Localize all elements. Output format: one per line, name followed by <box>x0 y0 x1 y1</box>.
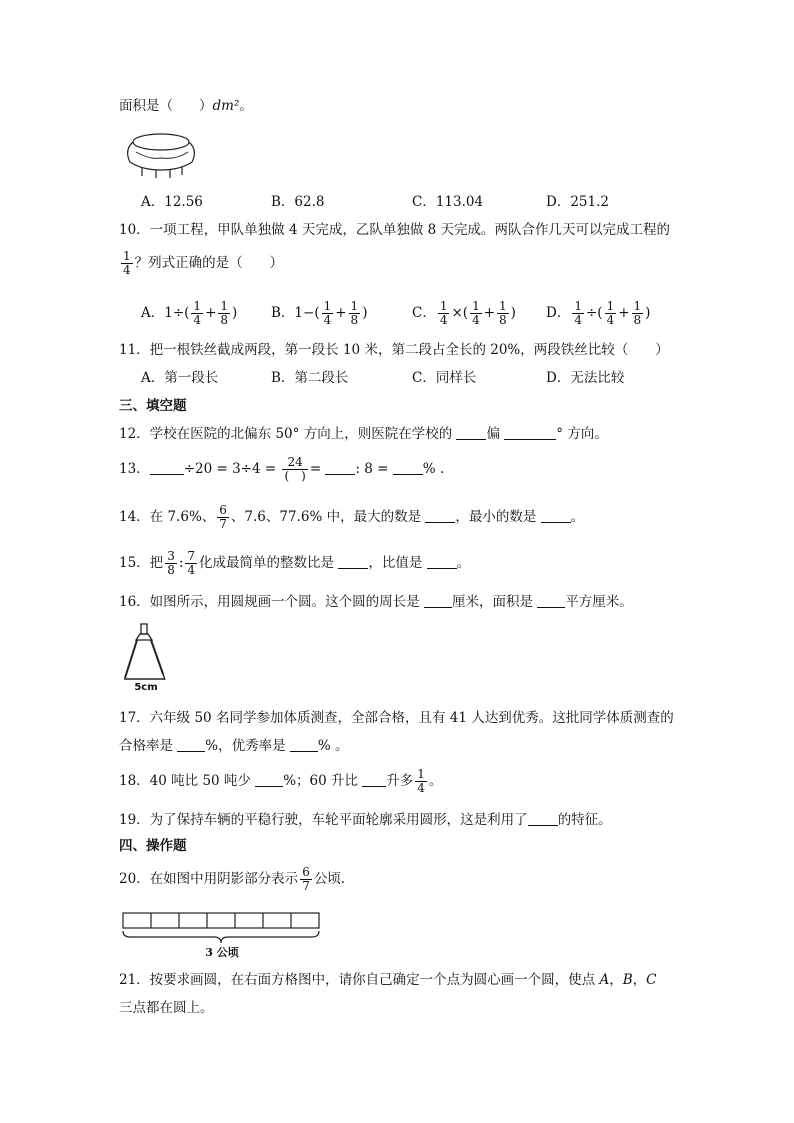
q11-option-b: B．第二段长 <box>271 370 349 386</box>
q14-blank-1[interactable] <box>425 508 455 523</box>
q16: 16．如图所示，用圆规画一个圆。这个圆的周长是 厘米，面积是 平方厘米。 <box>119 594 633 610</box>
q9-option-d: D．251.2 <box>546 194 609 210</box>
q11-option-a: A．第一段长 <box>141 370 219 386</box>
q9-drum-figure <box>120 130 202 182</box>
q9-option-b: B．62.8 <box>271 194 325 210</box>
q15-blank-2[interactable] <box>427 554 457 569</box>
q20: 20．在如图中用阴影部分表示 $\frac{6}{7}$ 公顷． <box>119 865 355 893</box>
q9-option-c: C．113.04 <box>412 194 484 210</box>
q16-blank-2[interactable] <box>537 593 565 608</box>
q17-line1: 17．六年级 50 名同学参加体质测查，全部合格，且有 41 人达到优秀。这批同学体质测查的 <box>119 710 674 726</box>
q17-blank-2[interactable] <box>290 737 318 752</box>
q17-blank-1[interactable] <box>177 737 205 752</box>
q11-option-d: D．无法比较 <box>546 370 625 386</box>
q18-blank-1[interactable] <box>255 772 283 787</box>
q17-line2: 合格率是 %，优秀率是 % 。 <box>119 738 349 754</box>
q10-stem: 10．一项工程，甲队单独做 4 天完成，乙队单独做 8 天完成。两队合作几天可以完成工程的 <box>119 222 671 238</box>
q16-radius-label: 5cm <box>134 682 158 693</box>
q18-blank-2[interactable] <box>362 772 386 787</box>
q11-option-c: C．同样长 <box>412 370 477 386</box>
q10-option-a: A．1÷( $\frac{1}{4}$ + $\frac{1}{8}$ ) <box>141 299 238 327</box>
q15-blank-1[interactable] <box>338 554 368 569</box>
q14-fraction: $\frac{6}{7}$ <box>219 503 227 531</box>
q9-tail: 面积是（ ）dm²。 <box>119 98 253 114</box>
q18: 18．40 吨比 50 吨少 %；60 升比 升多 $\frac{1}{4}$ 。 <box>119 767 443 795</box>
section-fill-in-title: 三、填空题 <box>119 398 187 414</box>
q11-stem: 11．把一根铁丝截成两段，第一段长 10 米，第二段占全长的 20%，两段铁丝比较（ ） <box>119 342 669 358</box>
q18-fraction: $\frac{1}{4}$ <box>417 767 425 795</box>
q10-option-b: B．1−( $\frac{1}{4}$ + $\frac{1}{8}$ ) <box>271 299 368 327</box>
q12-blank-1[interactable] <box>456 425 486 440</box>
q9-option-a: A．12.56 <box>141 194 203 210</box>
q10-option-d: D． $\frac{1}{4}$ ÷( $\frac{1}{4}$ + $\frac{1}{8}$ ) <box>546 299 651 327</box>
q10-stem-tail: $\frac{1}{4}$ ？列式正确的是（ ） <box>123 249 284 277</box>
q13-fraction: $\frac{24}{( )}$ <box>284 455 306 483</box>
q12: 12．学校在医院的北偏东 50° 方向上，则医院在学校的 偏 ° 方向。 <box>119 426 608 442</box>
q13-blank-3[interactable] <box>393 460 423 475</box>
q10-fraction: $\frac{1}{4}$ <box>123 249 131 277</box>
q14-blank-2[interactable] <box>541 508 571 523</box>
q12-blank-2[interactable] <box>504 425 556 440</box>
q21-line1: 21．按要求画圆，在右面方格图中，请你自己确定一个点为圆心画一个圆，使点 A，B，C <box>119 972 657 988</box>
q16-blank-1[interactable] <box>424 593 452 608</box>
compass-icon <box>120 622 172 684</box>
q20-bar-label: 3 公顷 <box>205 946 239 959</box>
q19: 19．为了保持车辆的平稳行驶，车轮平面轮廓采用圆形，这是利用了 的特征。 <box>119 812 612 828</box>
q13-blank-2[interactable] <box>325 460 355 475</box>
q13: 13． ÷20 = 3÷4 = $\frac{24}{( )}$ = : 8 = % . <box>119 455 445 483</box>
section-operation-title: 四、操作题 <box>119 838 187 854</box>
q10-option-c: C． $\frac{1}{4}$ ×( $\frac{1}{4}$ + $\frac{1}{8}$ ) <box>412 299 516 327</box>
q20-fraction: $\frac{6}{7}$ <box>302 865 310 893</box>
q16-compass-figure <box>120 622 172 696</box>
q19-blank[interactable] <box>528 811 558 826</box>
q14: 14．在 7.6%、 $\frac{6}{7}$ 、7.6、77.6% 中，最大的数是 ，最小的数是 。 <box>119 503 585 531</box>
q20-bar-diagram <box>122 912 322 946</box>
q15: 15．把 $\frac{3}{8}$ : $\frac{7}{4}$ 化成最简单的整数比是 ，比值是 。 <box>119 549 471 577</box>
q13-blank-1[interactable] <box>150 460 184 475</box>
q21-line2: 三点都在圆上。 <box>119 1000 214 1016</box>
q20-bar-figure <box>122 912 322 960</box>
